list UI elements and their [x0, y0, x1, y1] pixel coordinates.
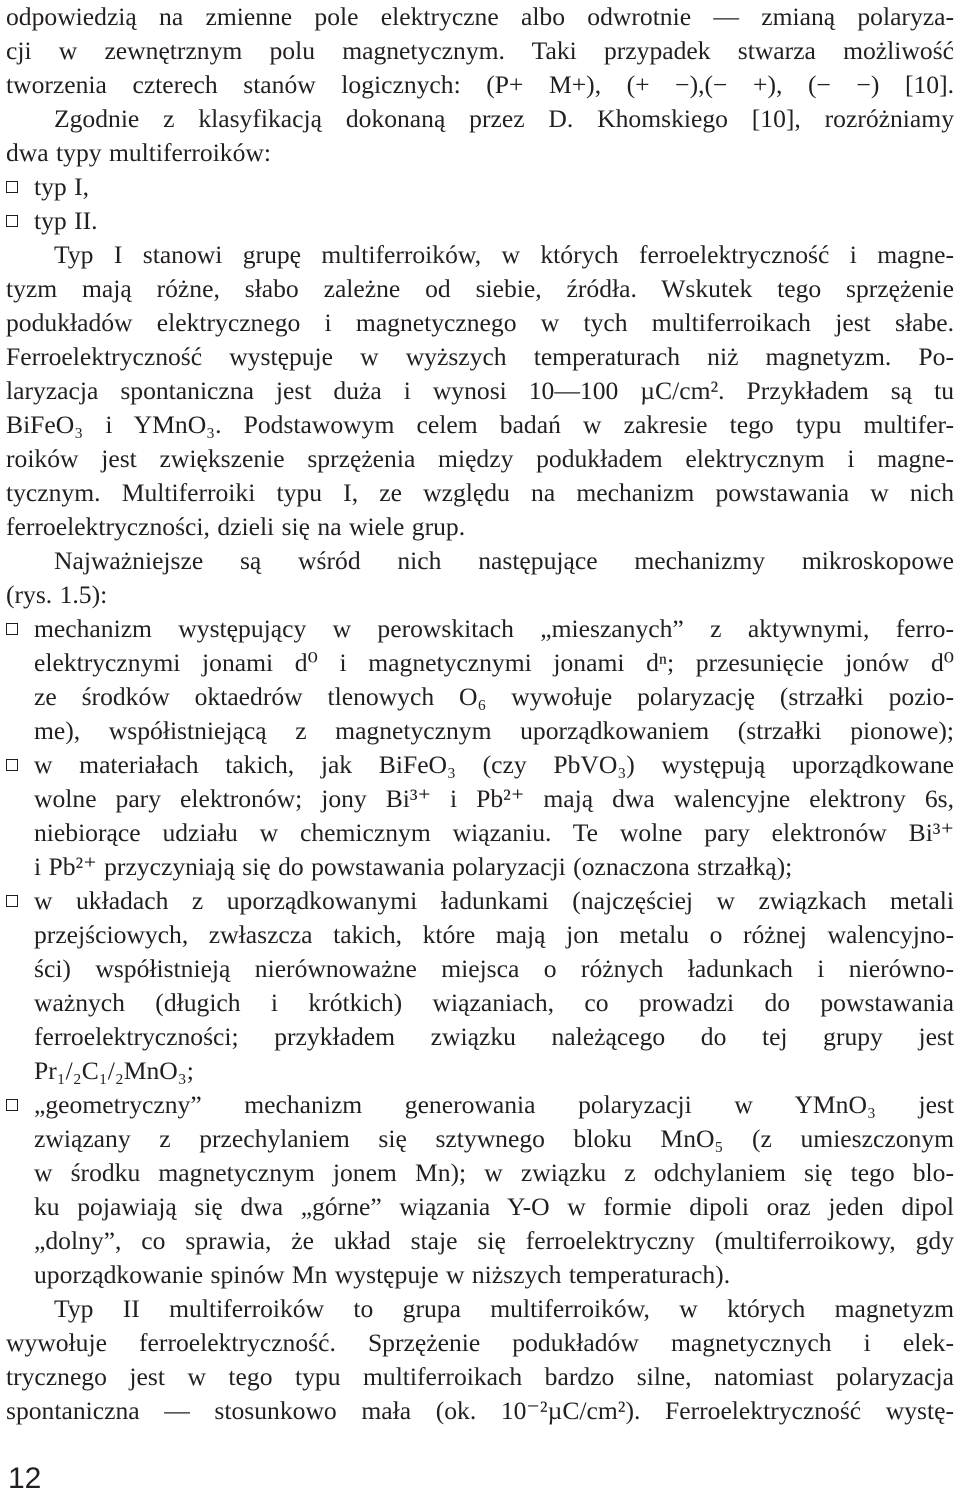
- text-line: laryzacja spontaniczna jest duża i wynosi 10—100 µC/cm². Przykładem są tu: [6, 376, 954, 405]
- text-line: Zgodnie z klasyfikacją dokonaną przez D. Khomskiego [10], rozróżniamy: [54, 104, 954, 133]
- list-item: [6, 748, 954, 782]
- text-line: ważnych (długich i krótkich) wiązaniach, co prowadzi do powstawania: [34, 988, 954, 1017]
- list-item-text: mechanizm występujący w perowskitach „mieszanych” z aktywnymi, ferro-: [34, 614, 954, 643]
- text-line: wywołuje ferroelektryczność. Sprzężenie podukładów magnetycznych i elek-: [6, 1328, 954, 1357]
- text-line: cji w zewnętrznym polu magnetycznym. Taki przypadek stwarza możliwość: [6, 36, 954, 65]
- list-item: [6, 1088, 954, 1122]
- list-item: [6, 204, 954, 238]
- list-item-text: w układach z uporządkowanymi ładunkami (najczęściej w związkach metali: [34, 886, 954, 915]
- text-line: i Pb²⁺ przyczyniają się do powstawania polaryzacji (oznaczona strzałką);: [34, 852, 793, 881]
- text-line: ferroelektryczności; przykładem związku należącego do tej grupy jest: [34, 1022, 954, 1051]
- list-item-text: „geometryczny” mechanizm generowania polaryzacji w YMnO₃ jest: [34, 1090, 954, 1119]
- text-line: ści) współistnieją nierównoważne miejsca o różnych ładunkach i nierówno-: [34, 954, 954, 983]
- square-bullet-icon: [6, 215, 18, 227]
- text-line: (rys. 1.5):: [6, 580, 108, 609]
- list-item-text: typ I,: [34, 172, 90, 201]
- list-item: [6, 170, 954, 204]
- list-item: [6, 884, 954, 918]
- text-line: przejściowych, zwłaszcza takich, które mają jon metalu o różnej walencyjno-: [34, 920, 954, 949]
- square-bullet-icon: [6, 623, 18, 635]
- text-line: trycznego jest w tego typu multiferroikach bardzo silne, natomiast polaryzacja: [6, 1362, 954, 1391]
- text-line: dwa typy multiferroików:: [6, 138, 271, 167]
- text-line: niebiorące udziału w chemicznym wiązaniu. Te wolne pary elektronów Bi³⁺: [34, 818, 954, 847]
- text-line: me), współistniejącą z magnetycznym uporządkowaniem (strzałki pionowe);: [34, 716, 954, 745]
- text-line: związany z przechylaniem się sztywnego bloku MnO₅ (z umieszczonym: [34, 1124, 954, 1153]
- text-line: w środku magnetycznym jonem Mn); w związku z odchylaniem się tego blo-: [34, 1158, 954, 1187]
- text-line: Ferroelektryczność występuje w wyższych temperaturach niż magnetyzm. Po-: [6, 342, 954, 371]
- text-line: odpowiedzią na zmienne pole elektryczne albo odwrotnie — zmianą polaryza-: [6, 2, 954, 31]
- text-line: elektrycznymi jonami d⁰ i magnetycznymi jonami dⁿ; przesunięcie jonów d⁰: [34, 648, 954, 677]
- text-line: Najważniejsze są wśród nich następujące mechanizmy mikroskopowe: [54, 546, 954, 575]
- square-bullet-icon: [6, 1099, 18, 1111]
- text-line: uporządkowanie spinów Mn występuje w niższych temperaturach).: [34, 1260, 731, 1289]
- list-item-text: w materiałach takich, jak BiFeO₃ (czy PbVO₃) występują uporządkowane: [34, 750, 954, 779]
- text-line: ze środków oktaedrów tlenowych O₆ wywołuje polaryzację (strzałki pozio-: [34, 682, 954, 711]
- list-item: [6, 612, 954, 646]
- text-line: spontaniczna — stosunkowo mała (ok. 10⁻²µC/cm²). Ferroelektryczność wystę-: [6, 1396, 954, 1425]
- text-line: podukładów elektrycznego i magnetycznego w tych multiferroikach jest słabe.: [6, 308, 954, 337]
- text-line: wolne pary elektronów; jony Bi³⁺ i Pb²⁺ mają dwa walencyjne elektrony 6s,: [34, 784, 954, 813]
- text-line: ferroelektryczności, dzieli się na wiele grup.: [6, 512, 466, 541]
- text-line: tyzm mają różne, słabo zależne od siebie, źródła. Wskutek tego sprzężenie: [6, 274, 954, 303]
- square-bullet-icon: [6, 181, 18, 193]
- square-bullet-icon: [6, 895, 18, 907]
- text-line: ku pojawiają się dwa „górne” wiązania Y-O w formie dipoli oraz jeden dipol: [34, 1192, 954, 1221]
- text-line: „dolny”, co sprawia, że układ staje się ferroelektryczny (multiferroikowy, gdy: [34, 1226, 954, 1255]
- text-line: Typ II multiferroików to grupa multiferroików, w których magnetyzm: [54, 1294, 954, 1323]
- page-number: 12: [8, 1462, 42, 1495]
- page-body: [6, 0, 954, 1428]
- text-line: roików jest zwiększenie sprzężenia między podukładem elektrycznym i magne-: [6, 444, 954, 473]
- list-item-text: typ II.: [34, 206, 98, 235]
- text-line: Typ I stanowi grupę multiferroików, w których ferroelektryczność i magne-: [54, 240, 954, 269]
- text-line: Pr₁/₂C₁/₂MnO₃;: [34, 1056, 194, 1085]
- text-line: BiFeO₃ i YMnO₃. Podstawowym celem badań w zakresie tego typu multifer-: [6, 410, 954, 439]
- text-line: tworzenia czterech stanów logicznych: (P+ M+), (+ −),(− +), (− −) [10].: [6, 70, 954, 99]
- square-bullet-icon: [6, 759, 18, 771]
- text-line: tycznym. Multiferroiki typu I, ze względu na mechanizm powstawania w nich: [6, 478, 954, 507]
